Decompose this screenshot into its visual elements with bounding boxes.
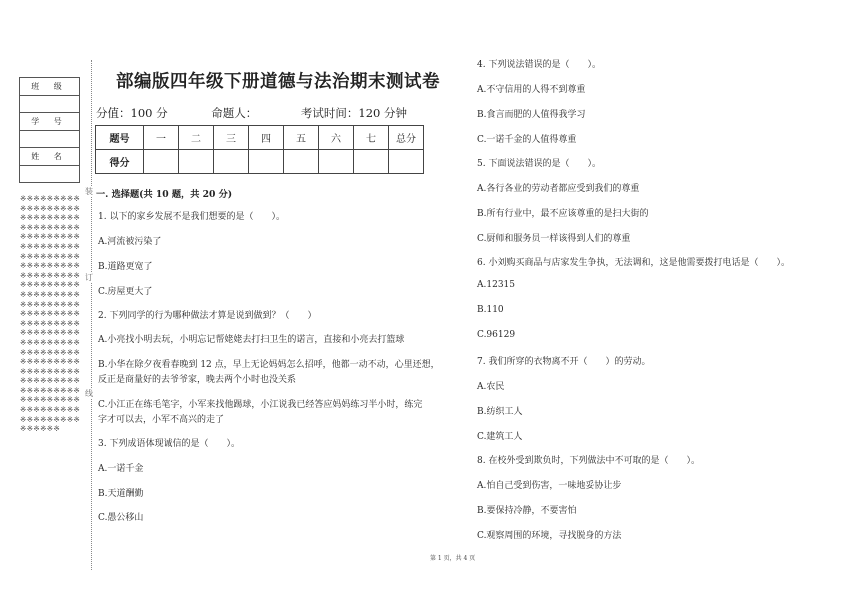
option-line: B.天道酬勤 <box>98 489 144 499</box>
option-line: B.纺织工人 <box>477 407 523 417</box>
score-cell[interactable] <box>179 150 214 174</box>
option-line: C.建筑工人 <box>477 432 523 442</box>
seal-char-ding: 订 <box>85 273 93 282</box>
author-label: 命题人： <box>211 106 258 120</box>
score-cell[interactable] <box>319 150 354 174</box>
class-label: 班 级 <box>20 78 79 96</box>
question-line: 2. 下列同学的行为哪种做法才算是说到做到？（ ） <box>98 311 317 321</box>
option-line: A.各行各业的劳动者都应受到我们的尊重 <box>477 184 640 194</box>
score-header-cell: 题号 <box>96 126 144 150</box>
option-line: A.12315 <box>477 280 515 290</box>
option-line: A.河流被污染了 <box>98 237 162 247</box>
score-table <box>95 125 424 174</box>
option-line: C.厨师和服务员一样该得到人们的尊重 <box>477 234 631 244</box>
time-value: 考试时间：120 分钟 <box>300 106 408 120</box>
score-header-cell: 四 <box>249 126 284 150</box>
question-line: 1. 以下的家乡发展不是我们想要的是（ ）。 <box>98 212 285 222</box>
seal-char-xian: 线 <box>85 389 93 398</box>
score-header-cell: 一 <box>144 126 179 150</box>
page-footer: 第 1 页，共 4 页 <box>430 555 476 562</box>
option-line: C.96129 <box>477 330 516 340</box>
decorative-star-column: ※※※※※※※※※※※※※※※※※※※※※※※※※※※※※※※※※※※※※※※※※※※※※※※※※※※※※※※※※※※※※※※※※※※※※※※※※※※※※※※※※※※※※※※※※※※※※※※※※※※※※※※※※※※※※※※※※※※※※※※※※※※※※※※※※※※※※※※※※※※※※※※※※※※※※※※※※※※※※※※※※※※※※※※※※※※※※※※※※※※※※※※※※※※※※※※※※※※※※※※※※※※※※※※※※※※※※※※※※※※※※※ <box>20 194 81 434</box>
question-line: 4. 下列说法错误的是（ ）。 <box>477 60 601 70</box>
question-line: 3. 下列成语体现诚信的是（ ）。 <box>98 439 240 449</box>
class-field[interactable] <box>20 96 79 114</box>
option-line: A.怕自己受到伤害，一味地妥协让步 <box>477 481 622 491</box>
option-line: B.要保持冷静，不要害怕 <box>477 506 577 516</box>
score-cell[interactable] <box>144 150 179 174</box>
option-line: C.房屋更大了 <box>98 287 153 297</box>
score-header-cell: 五 <box>284 126 319 150</box>
option-line: C.一诺千金的人值得尊重 <box>477 135 577 145</box>
question-line: 8. 在校外受到欺负时，下列做法中不可取的是（ ）。 <box>477 456 700 466</box>
score-header-cell: 六 <box>319 126 354 150</box>
question-line: 5. 下面说法错误的是（ ）。 <box>477 159 601 169</box>
name-field[interactable] <box>20 166 79 184</box>
score-row-label: 得分 <box>96 150 144 174</box>
option-line: B.道路更宽了 <box>98 262 153 272</box>
option-line: A.小亮找小明去玩，小明忘记帮姥姥去打扫卫生的诺言，直接和小亮去打篮球 <box>98 335 405 345</box>
option-line: C.愚公移山 <box>98 513 144 523</box>
score-header-cell: 二 <box>179 126 214 150</box>
score-value: 分值：100 分 <box>96 106 168 120</box>
question-line: 6. 小刘购买商品与店家发生争执，无法调和，这是他需要拨打电话是（ ）。 <box>477 258 790 268</box>
option-line-continued: 反正是商量好的去爷爷家，晚去两个小时也没关系 <box>98 375 297 385</box>
number-field[interactable] <box>20 131 79 149</box>
score-header-cell: 七 <box>354 126 389 150</box>
score-cell[interactable] <box>214 150 249 174</box>
seal-char-zhuang: 装 <box>85 187 93 196</box>
option-line: B.食言而肥的人值得我学习 <box>477 110 586 120</box>
exam-title: 部编版四年级下册道德与法治期末测试卷 <box>116 72 440 92</box>
score-table-score-row <box>96 150 424 174</box>
question-line: 7. 我们所穿的衣物离不开（ ）的劳动。 <box>477 357 651 367</box>
score-cell[interactable] <box>389 150 424 174</box>
score-header-cell: 三 <box>214 126 249 150</box>
score-header-cell: 总分 <box>389 126 424 150</box>
option-line-continued: 字才可以去，小军不高兴的走了 <box>98 415 225 425</box>
option-line: A.农民 <box>477 382 505 392</box>
section-heading: 一. 选择题(共 10 题，共 20 分) <box>96 189 233 200</box>
option-line: A.一诺千金 <box>98 464 144 474</box>
score-cell[interactable] <box>249 150 284 174</box>
option-line: C.观察周围的环境，寻找脱身的方法 <box>477 531 622 541</box>
option-line: B.小华在除夕夜看春晚到 12 点，早上无论妈妈怎么招呼，他都一动不动，心里还想， <box>98 360 440 370</box>
sealing-dotted-line <box>91 60 92 570</box>
student-info-box <box>19 77 80 183</box>
option-line: A.不守信用的人得不到尊重 <box>477 85 586 95</box>
number-label: 学 号 <box>20 113 79 131</box>
score-cell[interactable] <box>284 150 319 174</box>
name-label: 姓 名 <box>20 148 79 166</box>
option-line: C.小江正在练毛笔字，小军来找他踢球，小江说我已经答应妈妈练习半小时，练完 <box>98 400 423 410</box>
option-line: B.110 <box>477 305 504 315</box>
option-line: B.所有行业中，最不应该尊重的是扫大街的 <box>477 209 649 219</box>
score-cell[interactable] <box>354 150 389 174</box>
score-table-header-row <box>96 126 424 150</box>
exam-meta-row <box>96 105 447 121</box>
